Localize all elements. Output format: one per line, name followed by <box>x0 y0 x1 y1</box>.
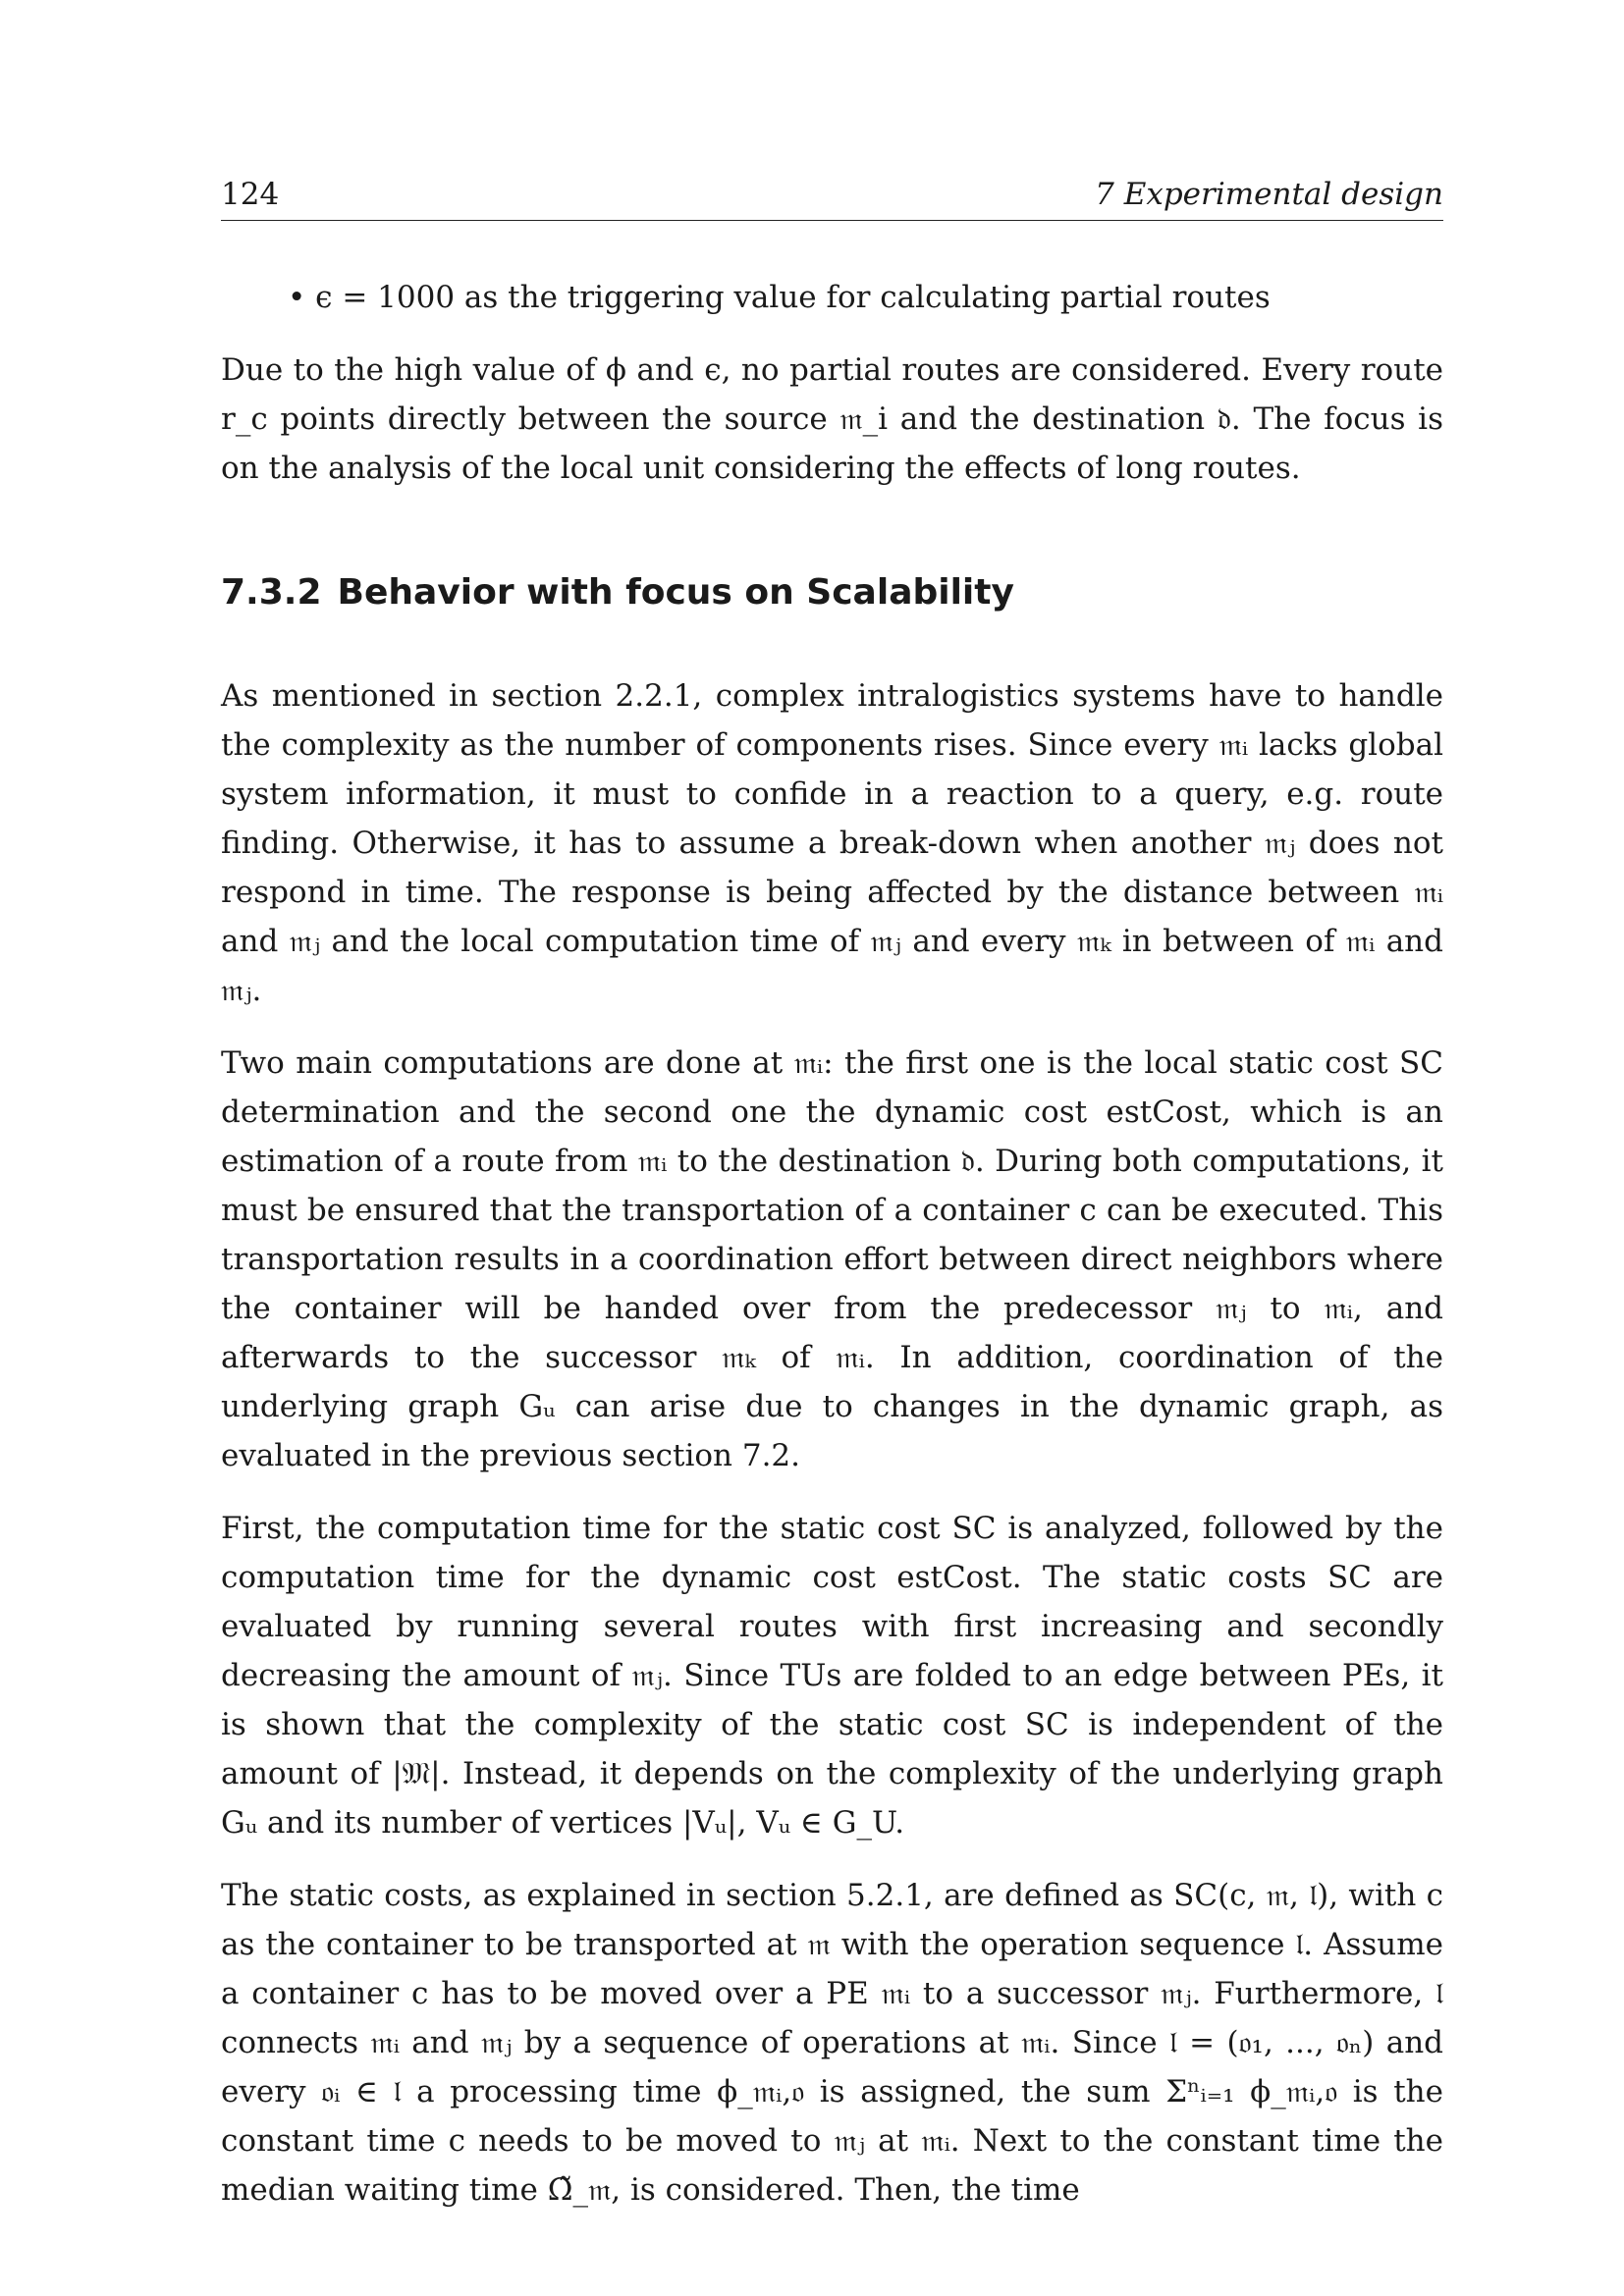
bullet-item <box>221 273 1443 322</box>
page-body <box>221 273 1443 2238</box>
paragraph-5: The static costs, as explained in section 5.2.1, are defined as SC(c, 𝔪, 𝔩), with c as the container to be transported at 𝔪 with the operation sequence 𝔩. Assume a container c has to be moved over a PE 𝔪ᵢ to a successor 𝔪ⱼ. Furthermore, 𝔩 connects 𝔪ᵢ and 𝔪ⱼ by a sequence of operations at 𝔪ᵢ. Since 𝔩 = (𝔬₁, ..., 𝔬ₙ) and every 𝔬ᵢ ∈ 𝔩 a processing time ϕ_𝔪ᵢ,𝔬 is assigned, the sum Σⁿᵢ₌₁ ϕ_𝔪ᵢ,𝔬 is the constant time c needs to be moved to 𝔪ⱼ at 𝔪ᵢ. Next to the constant time the median waiting time Ω̃_𝔪, is considered. Then, the time <box>221 1878 1443 2208</box>
chapter-title: 7 Experimental design <box>1095 177 1443 212</box>
paragraph-4: First, the computation time for the static cost SC is analyzed, followed by the computation time for the dynamic cost estCost. The static costs SC are evaluated by running several routes with first increasing and secondly decreasing the amount of 𝔪ⱼ. Since TUs are folded to an edge between PEs, it is shown that the complexity of the static cost SC is independent of the amount of |𝔐|. Instead, it depends on the complexity of the underlying graph Gᵤ and its number of vertices |Vᵤ|, Vᵤ ∈ G_U. <box>221 1511 1443 1841</box>
section-heading <box>221 571 1443 614</box>
paragraph-2: As mentioned in section 2.2.1, complex intralogistics systems have to handle the complexity as the number of components rises. Since every 𝔪ᵢ lacks global system information, it must to confide in a reaction to a query, e.g. route finding. Otherwise, it has to assume a break-down when another 𝔪ⱼ does not respond in time. The response is being affected by the distance between 𝔪ᵢ and 𝔪ⱼ and the local computation time of 𝔪ⱼ and every 𝔪ₖ in between of 𝔪ᵢ and 𝔪ⱼ. <box>221 678 1443 1008</box>
page-number: 124 <box>221 177 280 212</box>
bullet-text: • ϵ = 1000 as the triggering value for calculating partial routes <box>288 280 1271 315</box>
paragraph-3: Two main computations are done at 𝔪ᵢ: the first one is the local static cost SC determination and the second one the dynamic cost estCost, which is an estimation of a route from 𝔪ᵢ to the destination 𝔡. During both computations, it must be ensured that the transportation of a container c can be executed. This transportation results in a coordination effort between direct neighbors where the container will be handed over from the predecessor 𝔪ⱼ to 𝔪ᵢ, and afterwards to the successor 𝔪ₖ of 𝔪ᵢ. In addition, coordination of the underlying graph Gᵤ can arise due to changes in the dynamic graph, as evaluated in the previous section 7.2. <box>221 1045 1443 1473</box>
paragraph-1: Due to the high value of ϕ and ϵ, no partial routes are considered. Every route r_c points directly between the source 𝔪_i and the destination 𝔡. The focus is on the analysis of the local unit considering the effects of long routes. <box>221 352 1443 486</box>
section-number: 7.3.2 <box>221 572 322 613</box>
section-title: Behavior with focus on Scalability <box>337 572 1014 613</box>
running-header <box>221 169 1443 221</box>
